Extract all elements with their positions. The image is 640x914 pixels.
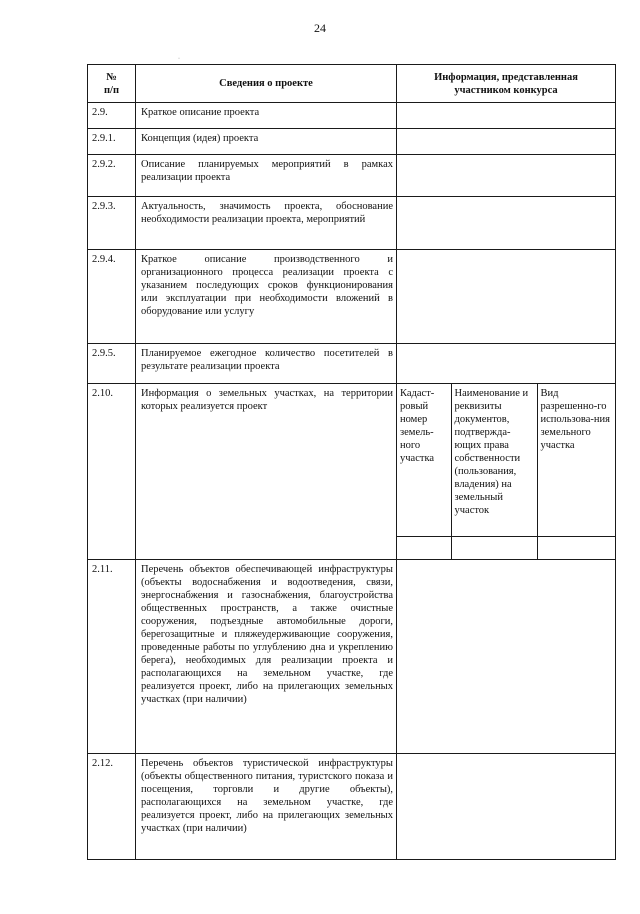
table-row xyxy=(88,250,616,344)
row-number: 2.9.5. xyxy=(88,344,136,384)
row-description: Планируемое ежегодное количество посетителей в результате реализации проекта xyxy=(136,344,397,384)
row-number: 2.9.3. xyxy=(88,197,136,250)
row-description: Перечень объектов обеспечивающей инфраструктуры (объекты водоснабжения и водоотведения, связи, энергоснабжения и газоснабжения, благоустройства общественных пространств, а также очистные сооружения, подъездные автомобильные дороги, берегозащитные и пляжеудерживающие сооружения, проведенные работы по углублению дна и укреплению берега), необходимых для реализации проекта и располагающихся на земельном участке, где реализуется проект, либо на прилегающих земельных участках (при наличии) xyxy=(136,560,397,754)
row-number: 2.10. xyxy=(88,384,136,560)
table-row xyxy=(88,129,616,155)
row-description: Актуальность, значимость проекта, обоснование необходимости реализации проекта, мероприятий xyxy=(136,197,397,250)
scan-mark: · xyxy=(178,56,180,62)
row-number: 2.9.4. xyxy=(88,250,136,344)
table-row xyxy=(88,197,616,250)
table-row xyxy=(88,155,616,197)
row-description: Краткое описание проекта xyxy=(136,103,397,129)
row-description: Краткое описание производственного и организационного процесса реализации проекта с указанием последующих сроков функционирования или эксплуатации при необходимости вложений в оборудование или услугу xyxy=(136,250,397,344)
subcol-permitted-use: Вид разрешенно-го использова-ния земельного участка xyxy=(540,388,610,451)
row-answer-cell[interactable] xyxy=(397,250,616,344)
row-answer-cell[interactable] xyxy=(397,155,616,197)
table-row xyxy=(88,560,616,754)
row-number: 2.9.1. xyxy=(88,129,136,155)
ownership-documents-input[interactable] xyxy=(451,537,537,560)
row-description: Информация о земельных участках, на территории которых реализуется проект xyxy=(136,384,397,560)
cadastral-number-input[interactable] xyxy=(397,537,451,560)
table-header-row xyxy=(88,65,616,103)
row-description: Концепция (идея) проекта xyxy=(136,129,397,155)
row-description: Перечень объектов туристической инфраструктуры (объекты общественного питания, туристского показа и посещения, торговли и другие объекты), располагающихся на земельном участке, где реализуется проект, либо на прилегающих земельных участках (при наличии) xyxy=(136,754,397,860)
table-row xyxy=(88,103,616,129)
row-answer-cell[interactable] xyxy=(397,344,616,384)
permitted-use-input[interactable] xyxy=(537,537,616,560)
page-number: 24 xyxy=(314,21,326,35)
row-number: 2.12. xyxy=(88,754,136,860)
row-number: 2.9. xyxy=(88,103,136,129)
land-plot-subtable xyxy=(397,384,616,559)
land-plot-subtable-cell xyxy=(397,384,616,560)
table-row-land-plots xyxy=(88,384,616,560)
header-project-info: Сведения о проекте xyxy=(136,65,397,103)
row-number: 2.9.2. xyxy=(88,155,136,197)
header-number: № п/п xyxy=(88,65,136,103)
subcol-ownership-documents: Наименование и реквизиты документов, подтвержда-ющих права собственности (пользования, владения) на земельный участок xyxy=(451,384,537,537)
row-description: Описание планируемых мероприятий в рамках реализации проекта xyxy=(136,155,397,197)
subcol-cadastral-number: Кадаст-ровый номер земель-ного участка xyxy=(397,384,451,537)
header-participant-info: Информация, представленная участником конкурса xyxy=(397,65,616,103)
row-answer-cell[interactable] xyxy=(397,103,616,129)
table-row xyxy=(88,754,616,860)
row-answer-cell[interactable] xyxy=(397,754,616,860)
project-info-table xyxy=(87,64,616,860)
row-answer-cell[interactable] xyxy=(397,197,616,250)
row-number: 2.11. xyxy=(88,560,136,754)
row-answer-cell[interactable] xyxy=(397,560,616,754)
row-answer-cell[interactable] xyxy=(397,129,616,155)
table-row xyxy=(88,344,616,384)
